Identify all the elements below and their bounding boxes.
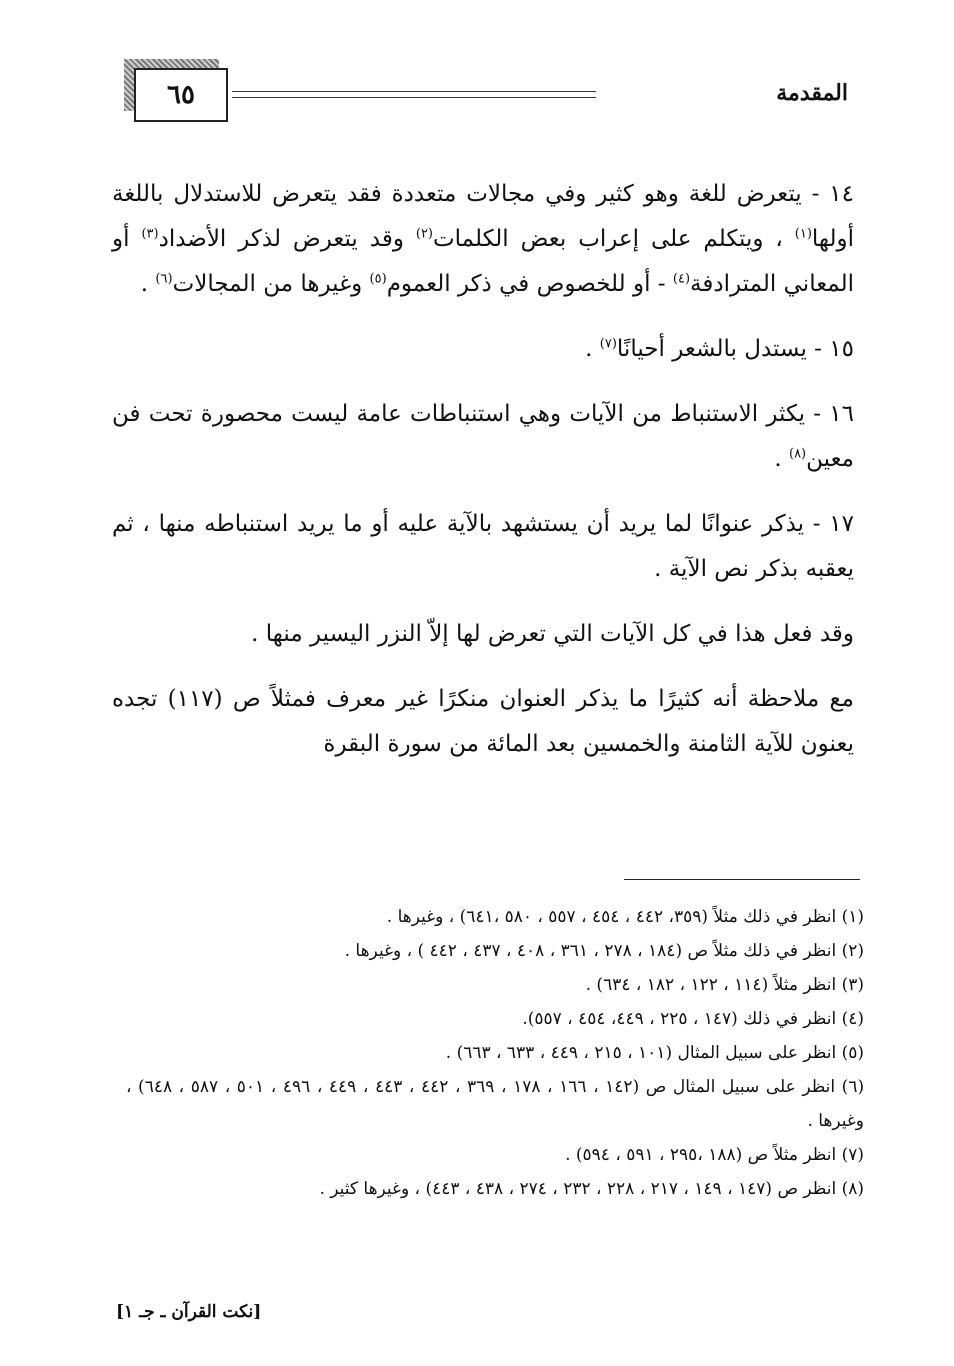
footnotes-divider <box>624 879 860 880</box>
header-divider <box>232 91 596 98</box>
footnote-ref-5: (٥) <box>369 271 387 287</box>
footnote-7: (٧) انظر مثلاً ص (١٨٨ ،٢٩٥ ، ٥٩١ ، ٥٩٤) . <box>565 1145 864 1165</box>
footnote-ref-6: (٦) <box>155 271 173 287</box>
footnote-5: (٥) انظر على سبيل المثال (١٠١ ، ٢١٥ ، ٤٤٩ ، ٦٣٣ ، ٦٦٣) . <box>445 1043 864 1063</box>
paragraph-remark: مع ملاحظة أنه كثيرًا ما يذكر العنوان منكرًا غير معرف فمثلاً ص (١١٧) تجده يعنون للآية الثامنة والخمسين بعد المائة من سورة البقرة <box>112 686 855 757</box>
main-text <box>112 172 854 787</box>
paragraph-16: ١٦ - يكثر الاستنباط من الآيات وهي استنباطات عامة ليست محصورة تحت فن معين$^{(٨)}$ . <box>112 401 854 472</box>
footnote-2: (٢) انظر في ذلك مثلاً ص (١٨٤ ، ٢٧٨ ، ٣٦١ ، ٤٠٨ ، ٤٣٧ ، ٤٤٢ ) ، وغيرها . <box>344 941 864 961</box>
footnote-ref-8: (٨) <box>788 446 807 462</box>
paragraph-14: ١٤ - يتعرض للغة وهو كثير وفي مجالات متعددة فقد يتعرض للاستدلال باللغة أولها$^{(١)}$ ، ويتكلم على إعراب بعض الكلمات$^{(٢)}$ وقد يتعرض لذكر الأضداد$^{(٣)}$ أو المعاني المترادفة$^{(٤)}$ - أو للخصوص في ذكر العموم$^{(٥)}$ وغيرها من المجالات$^{(٦)}$ . <box>112 181 855 297</box>
footnote-ref-4: (٤) <box>672 271 691 287</box>
footnote-6: (٦) انظر على سبيل المثال ص (١٤٢ ، ١٦٦ ، ١٧٨ ، ٣٦٩ ، ٤٤٢ ، ٤٤٣ ، ٤٤٩ ، ٤٩٦ ، ٥٠١ ، ٥٨٧ ، ٦٤٨) ، وغيرها . <box>126 1077 865 1131</box>
book-footer: [نكت القرآن ـ جـ ١] <box>116 1302 262 1322</box>
page-number: ٦٥ <box>167 80 195 110</box>
footnote-8: (٨) انظر ص (١٤٧ ، ١٤٩ ، ٢١٧ ، ٢٢٨ ، ٢٣٢ ، ٢٧٤ ، ٤٣٨ ، ٤٤٣) ، وغيرها كثير . <box>319 1179 864 1199</box>
footnote-4: (٤) انظر في ذلك (١٤٧ ، ٢٢٥ ، ٤٤٩، ٤٥٤ ، ٥٥٧). <box>522 1009 864 1029</box>
footnote-3: (٣) انظر مثلاً (١١٤ ، ١٢٢ ، ١٨٢ ، ٦٣٤) . <box>585 975 864 995</box>
running-header-title: المقدمة <box>776 80 848 106</box>
footnote-ref-1: (١) <box>794 226 812 242</box>
paragraph-15: ١٥ - يستدل بالشعر أحيانًا$^{(٧)}$ . <box>585 336 854 362</box>
footnote-1: (١) انظر في ذلك مثلاً (٣٥٩، ٤٤٢ ، ٤٥٤ ، ٥٥٧ ، ٥٨٠ ،٦٤١) ، وغيرها . <box>386 907 864 927</box>
paragraph-note: وقد فعل هذا في كل الآيات التي تعرض لها إلاّ النزر اليسير منها . <box>251 621 854 647</box>
footnotes <box>126 900 864 1206</box>
paragraph-17: ١٧ - يذكر عنوانًا لما يريد أن يستشهد بالآية عليه أو ما يريد استنباطه منها ، ثم يعقبه بذكر نص الآية . <box>112 511 854 582</box>
footnote-ref-2: (٢) <box>415 226 433 242</box>
page-number-box <box>134 68 228 122</box>
footnote-ref-3: (٣) <box>141 226 159 242</box>
footnote-ref-7: (٧) <box>599 336 617 352</box>
